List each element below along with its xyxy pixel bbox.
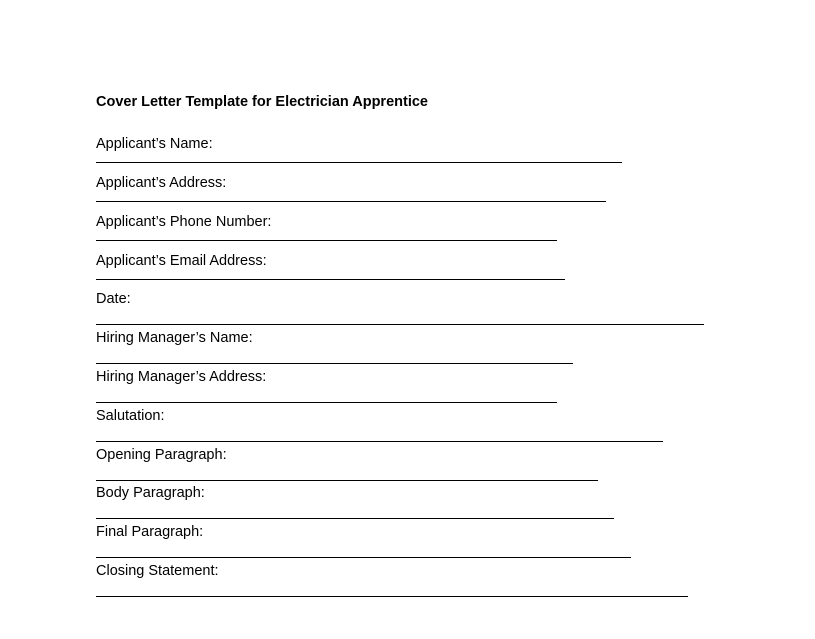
field-salutation: [96, 407, 796, 446]
field-label: Opening Paragraph:: [96, 447, 227, 463]
blank-line[interactable]: [96, 402, 557, 403]
field-applicant-address: [96, 174, 796, 213]
blank-line[interactable]: [96, 518, 614, 519]
blank-line[interactable]: [96, 162, 622, 163]
field-label: Applicant’s Email Address:: [96, 253, 267, 269]
field-final-paragraph: [96, 523, 796, 562]
field-label: Final Paragraph:: [96, 524, 204, 540]
field-label: Applicant’s Name:: [96, 136, 213, 152]
field-body-paragraph: [96, 484, 796, 523]
field-applicant-phone: [96, 213, 796, 252]
field-label: Body Paragraph:: [96, 485, 205, 501]
field-label: Applicant’s Address:: [96, 175, 227, 191]
field-date: [96, 290, 796, 329]
field-applicant-email: [96, 252, 796, 291]
field-label: Hiring Manager’s Address:: [96, 369, 267, 385]
field-opening-paragraph: [96, 446, 796, 485]
blank-line[interactable]: [96, 324, 704, 325]
blank-line[interactable]: [96, 363, 573, 364]
document-title: Cover Letter Template for Electrician Apprentice: [96, 94, 428, 110]
field-hiring-manager-name: [96, 329, 796, 368]
blank-line[interactable]: [96, 441, 663, 442]
field-label: Applicant’s Phone Number:: [96, 214, 272, 230]
blank-line[interactable]: [96, 240, 557, 241]
blank-line[interactable]: [96, 201, 606, 202]
field-label: Closing Statement:: [96, 563, 219, 579]
blank-line[interactable]: [96, 557, 631, 558]
field-label: Hiring Manager’s Name:: [96, 330, 253, 346]
field-closing-statement: [96, 562, 796, 601]
field-hiring-manager-address: [96, 368, 796, 407]
field-label: Date:: [96, 291, 131, 307]
blank-line[interactable]: [96, 480, 598, 481]
field-label: Salutation:: [96, 408, 165, 424]
blank-line[interactable]: [96, 279, 565, 280]
field-applicant-name: [96, 135, 796, 174]
blank-line[interactable]: [96, 596, 688, 597]
